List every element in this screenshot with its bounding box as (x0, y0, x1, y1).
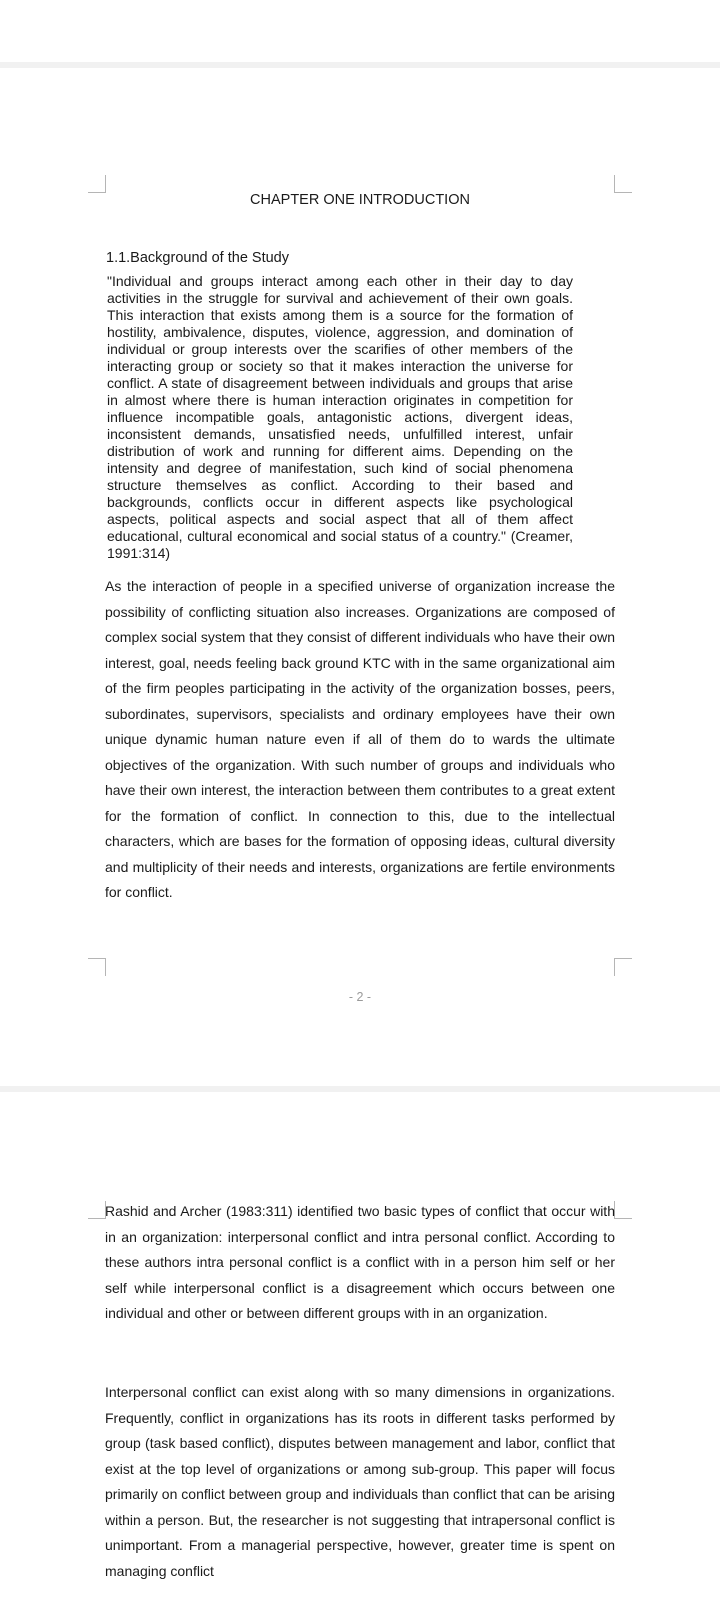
crop-mark-bottom-right (614, 958, 632, 976)
crop-mark-top-left (88, 175, 106, 193)
page-number: - 2 - (348, 990, 372, 1004)
crop-mark-top-right (614, 1201, 632, 1219)
crop-mark-bottom-left (88, 958, 106, 976)
body-paragraph: As the interaction of people in a specified universe of organization increase the possibility of conflicting situation also increases. Organizations are composed of complex social system that they consist of different individuals who have their own interest, goal, needs feeling back ground KTC with in the same organizational aim of the firm peoples participating in the activity of the organization bosses, peers, subordinates, supervisors, specialists and ordinary employees have their own unique dynamic human nature even if all of them do to wards the ultimate objectives of the organization. With such number of groups and individuals who have their own interest, the interaction between them contributes to a great extent for the formation of conflict. In connection to this, due to the intellectual characters, which are bases for the formation of opposing ideas, cultural diversity and multiplicity of their needs and interests, organizations are fertile environments for conflict. (105, 578, 615, 900)
previous-page-bottom (0, 0, 720, 62)
body-paragraph-1: Rashid and Archer (1983:311) identified two basic types of conflict that occur with in an organization: interpersonal conflict and intra personal conflict. According to these authors intra personal conflict is a conflict with in a person him self or her self while interpersonal conflict is a disagreement which occurs between one individual and other or between different groups with in an organization. (105, 1203, 615, 1321)
block-quote: "Individual and groups interact among each other in their day to day activities in the struggle for survival and achievement of their own goals. This interaction that exists among them is a source for the formation of hostility, ambivalence, disputes, violence, aggression, and domination of individual or group interests over the scarifies of other members of the interacting group or society so that it makes interaction the universe for conflict. A state of disagreement between individuals and groups that arise in almost where there is human interaction originates in competition for influence incompatible goals, antagonistic actions, divergent ideas, inconsistent demands, unsatisfied needs, unfulfilled interest, unfair distribution of work and running for different aims. Depending on the intensity and degree of manifestation, such kind of social phenomena structure themselves as conflict. According to their based and backgrounds, conflicts occur in different aspects like psychological aspects, political aspects and social aspect that all of them affect educational, cultural economical and social status of a country." (Creamer, 1991:314) (107, 273, 573, 561)
crop-mark-top-left (88, 1201, 106, 1219)
document-page-2 (0, 68, 720, 1086)
section-heading: 1.1.Background of the Study (106, 250, 289, 266)
crop-mark-top-right (614, 175, 632, 193)
chapter-title: CHAPTER ONE INTRODUCTION (250, 192, 470, 208)
document-page-3 (0, 1092, 720, 1600)
body-paragraph-2: Interpersonal conflict can exist along with so many dimensions in organizations. Frequently, conflict in organizations has its roots in different tasks performed by group (task based conflict), disputes between management and labor, conflict that exist at the top level of organizations or among sub-group. This paper will focus primarily on conflict between group and individuals than conflict that can be arising within a person. But, the researcher is not suggesting that intrapersonal conflict is unimportant. From a managerial perspective, however, greater time is spent on managing conflict (105, 1384, 615, 1579)
